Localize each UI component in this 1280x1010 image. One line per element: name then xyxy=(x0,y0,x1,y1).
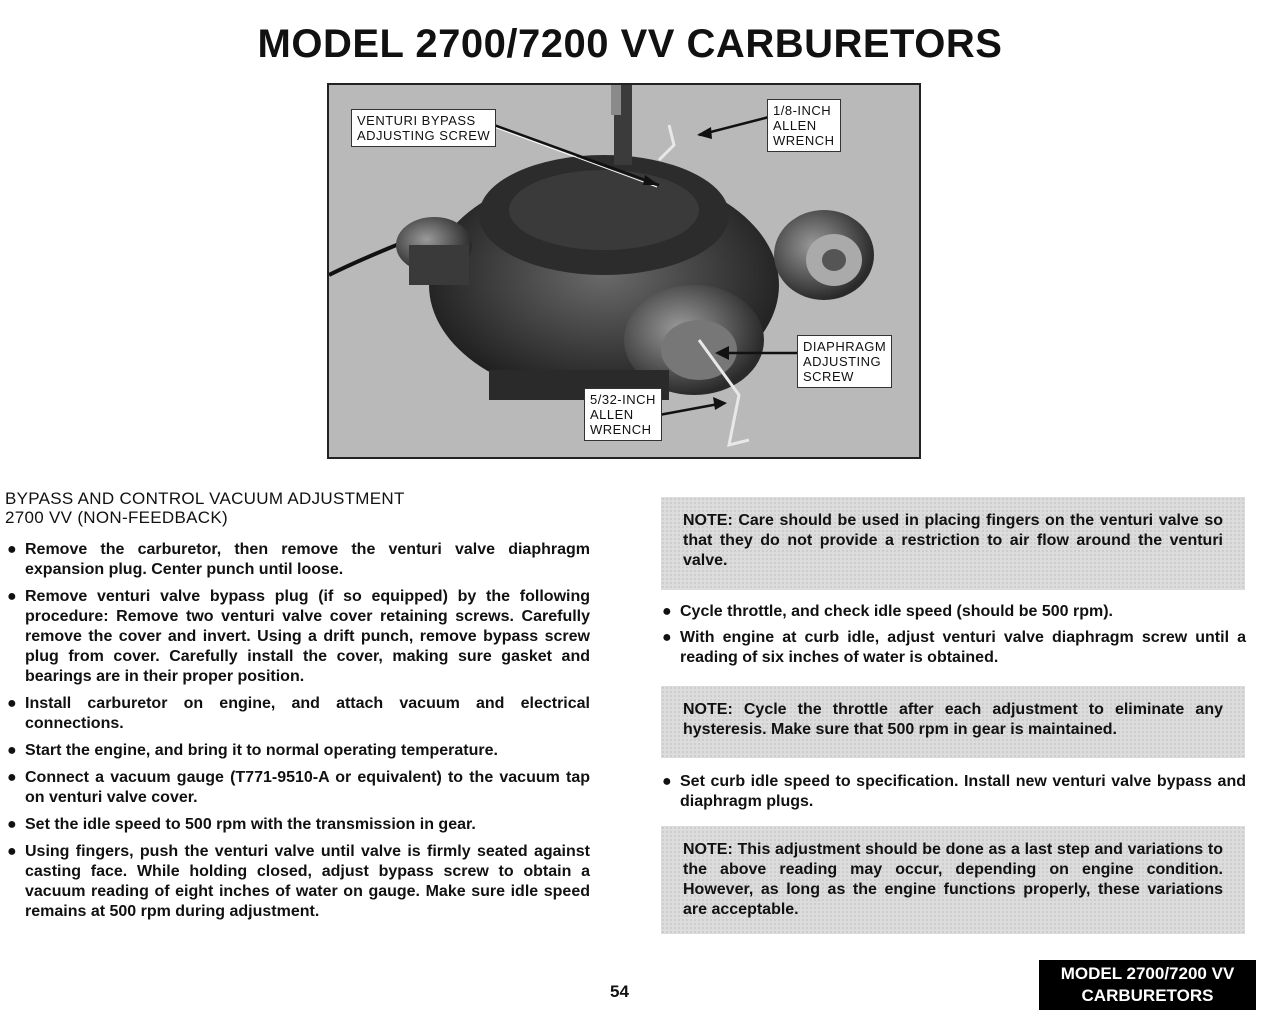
right-bullet-list-b xyxy=(660,772,1246,812)
page-number: 54 xyxy=(610,982,629,1001)
callout-venturi-bypass-screw: VENTURI BYPASS ADJUSTING SCREW xyxy=(351,109,496,147)
list-item: ● Set the idle speed to 500 rpm with the transmission in gear. xyxy=(7,816,476,833)
heading-line-1: BYPASS AND CONTROL VACUUM ADJUSTMENT xyxy=(5,489,405,508)
right-bullet-list-a xyxy=(660,602,1246,668)
bullet-icon: ● xyxy=(7,541,17,558)
callout-1-8-inch-allen-wrench: 1/8-INCH ALLEN WRENCH xyxy=(767,99,841,152)
list-item: ● Remove the carburetor, then remove the venturi valve diaphragm expansion plug. Center punch until loose. xyxy=(7,541,590,578)
note-box-2: NOTE: Cycle the throttle after each adjustment to eliminate any hysteresis. Make sure that 500 rpm in gear is maintained. xyxy=(661,686,1245,758)
bullet-icon: ● xyxy=(7,843,17,860)
bullet-icon: ● xyxy=(662,773,672,790)
callout-5-32-inch-allen-wrench: 5/32-INCH ALLEN WRENCH xyxy=(584,388,662,441)
footer-section-tab xyxy=(1039,960,1256,1010)
bullet-icon: ● xyxy=(662,629,672,646)
list-item: ● With engine at curb idle, adjust venturi valve diaphragm screw until a reading of six inches of water is obtained. xyxy=(662,629,1246,666)
list-item: ● Using fingers, push the venturi valve until valve is firmly seated against casting face. While holding closed, adjust bypass screw to obtain a vacuum reading of eight inches of water on gauge. Make sure idle speed remains at 500 rpm during adjustment. xyxy=(7,843,590,920)
list-item: ● Remove venturi valve bypass plug (if so equipped) by the following procedure: Remove two venturi valve cover retaining screws. Carefully remove the cover and invert. Using a drift punch, remove bypass screw plug from cover. Carefully install the cover, making sure gasket and bearings are in their proper position. xyxy=(7,588,590,685)
bullet-icon: ● xyxy=(7,816,17,833)
list-item: ● Connect a vacuum gauge (T771-9510-A or equivalent) to the vacuum tap on venturi valve cover. xyxy=(7,769,590,806)
footer-tab-line-2: CARBURETORS xyxy=(1081,986,1214,1005)
list-item: ● Set curb idle speed to specification. Install new venturi valve bypass and diaphragm plugs. xyxy=(662,773,1246,810)
list-item: ● Cycle throttle, and check idle speed (should be 500 rpm). xyxy=(662,603,1113,620)
section-heading xyxy=(5,489,625,527)
heading-line-2: 2700 VV (NON-FEEDBACK) xyxy=(5,508,228,527)
list-item: ● Start the engine, and bring it to normal operating temperature. xyxy=(7,742,498,759)
callout-diaphragm-adjusting-screw: DIAPHRAGM ADJUSTING SCREW xyxy=(797,335,892,388)
footer-tab-line-1: MODEL 2700/7200 VV xyxy=(1060,964,1235,983)
bullet-icon: ● xyxy=(7,695,17,712)
page-title: MODEL 2700/7200 VV CARBURETORS xyxy=(257,22,1003,66)
note-box-3: NOTE: This adjustment should be done as a last step and variations to the above reading may occur, depending on engine condition. However, as long as the engine functions properly, these variations are acceptable. xyxy=(661,826,1245,934)
carburetor-photo xyxy=(327,83,921,459)
bullet-icon: ● xyxy=(662,603,672,620)
bullet-icon: ● xyxy=(7,769,17,786)
list-item: ● Install carburetor on engine, and attach vacuum and electrical connections. xyxy=(7,695,590,732)
left-bullet-list xyxy=(5,540,590,922)
bullet-icon: ● xyxy=(7,588,17,605)
note-box-1: NOTE: Care should be used in placing fingers on the venturi valve so that they do not provide a restriction to air flow around the venturi valve. xyxy=(661,497,1245,590)
bullet-icon: ● xyxy=(7,742,17,759)
